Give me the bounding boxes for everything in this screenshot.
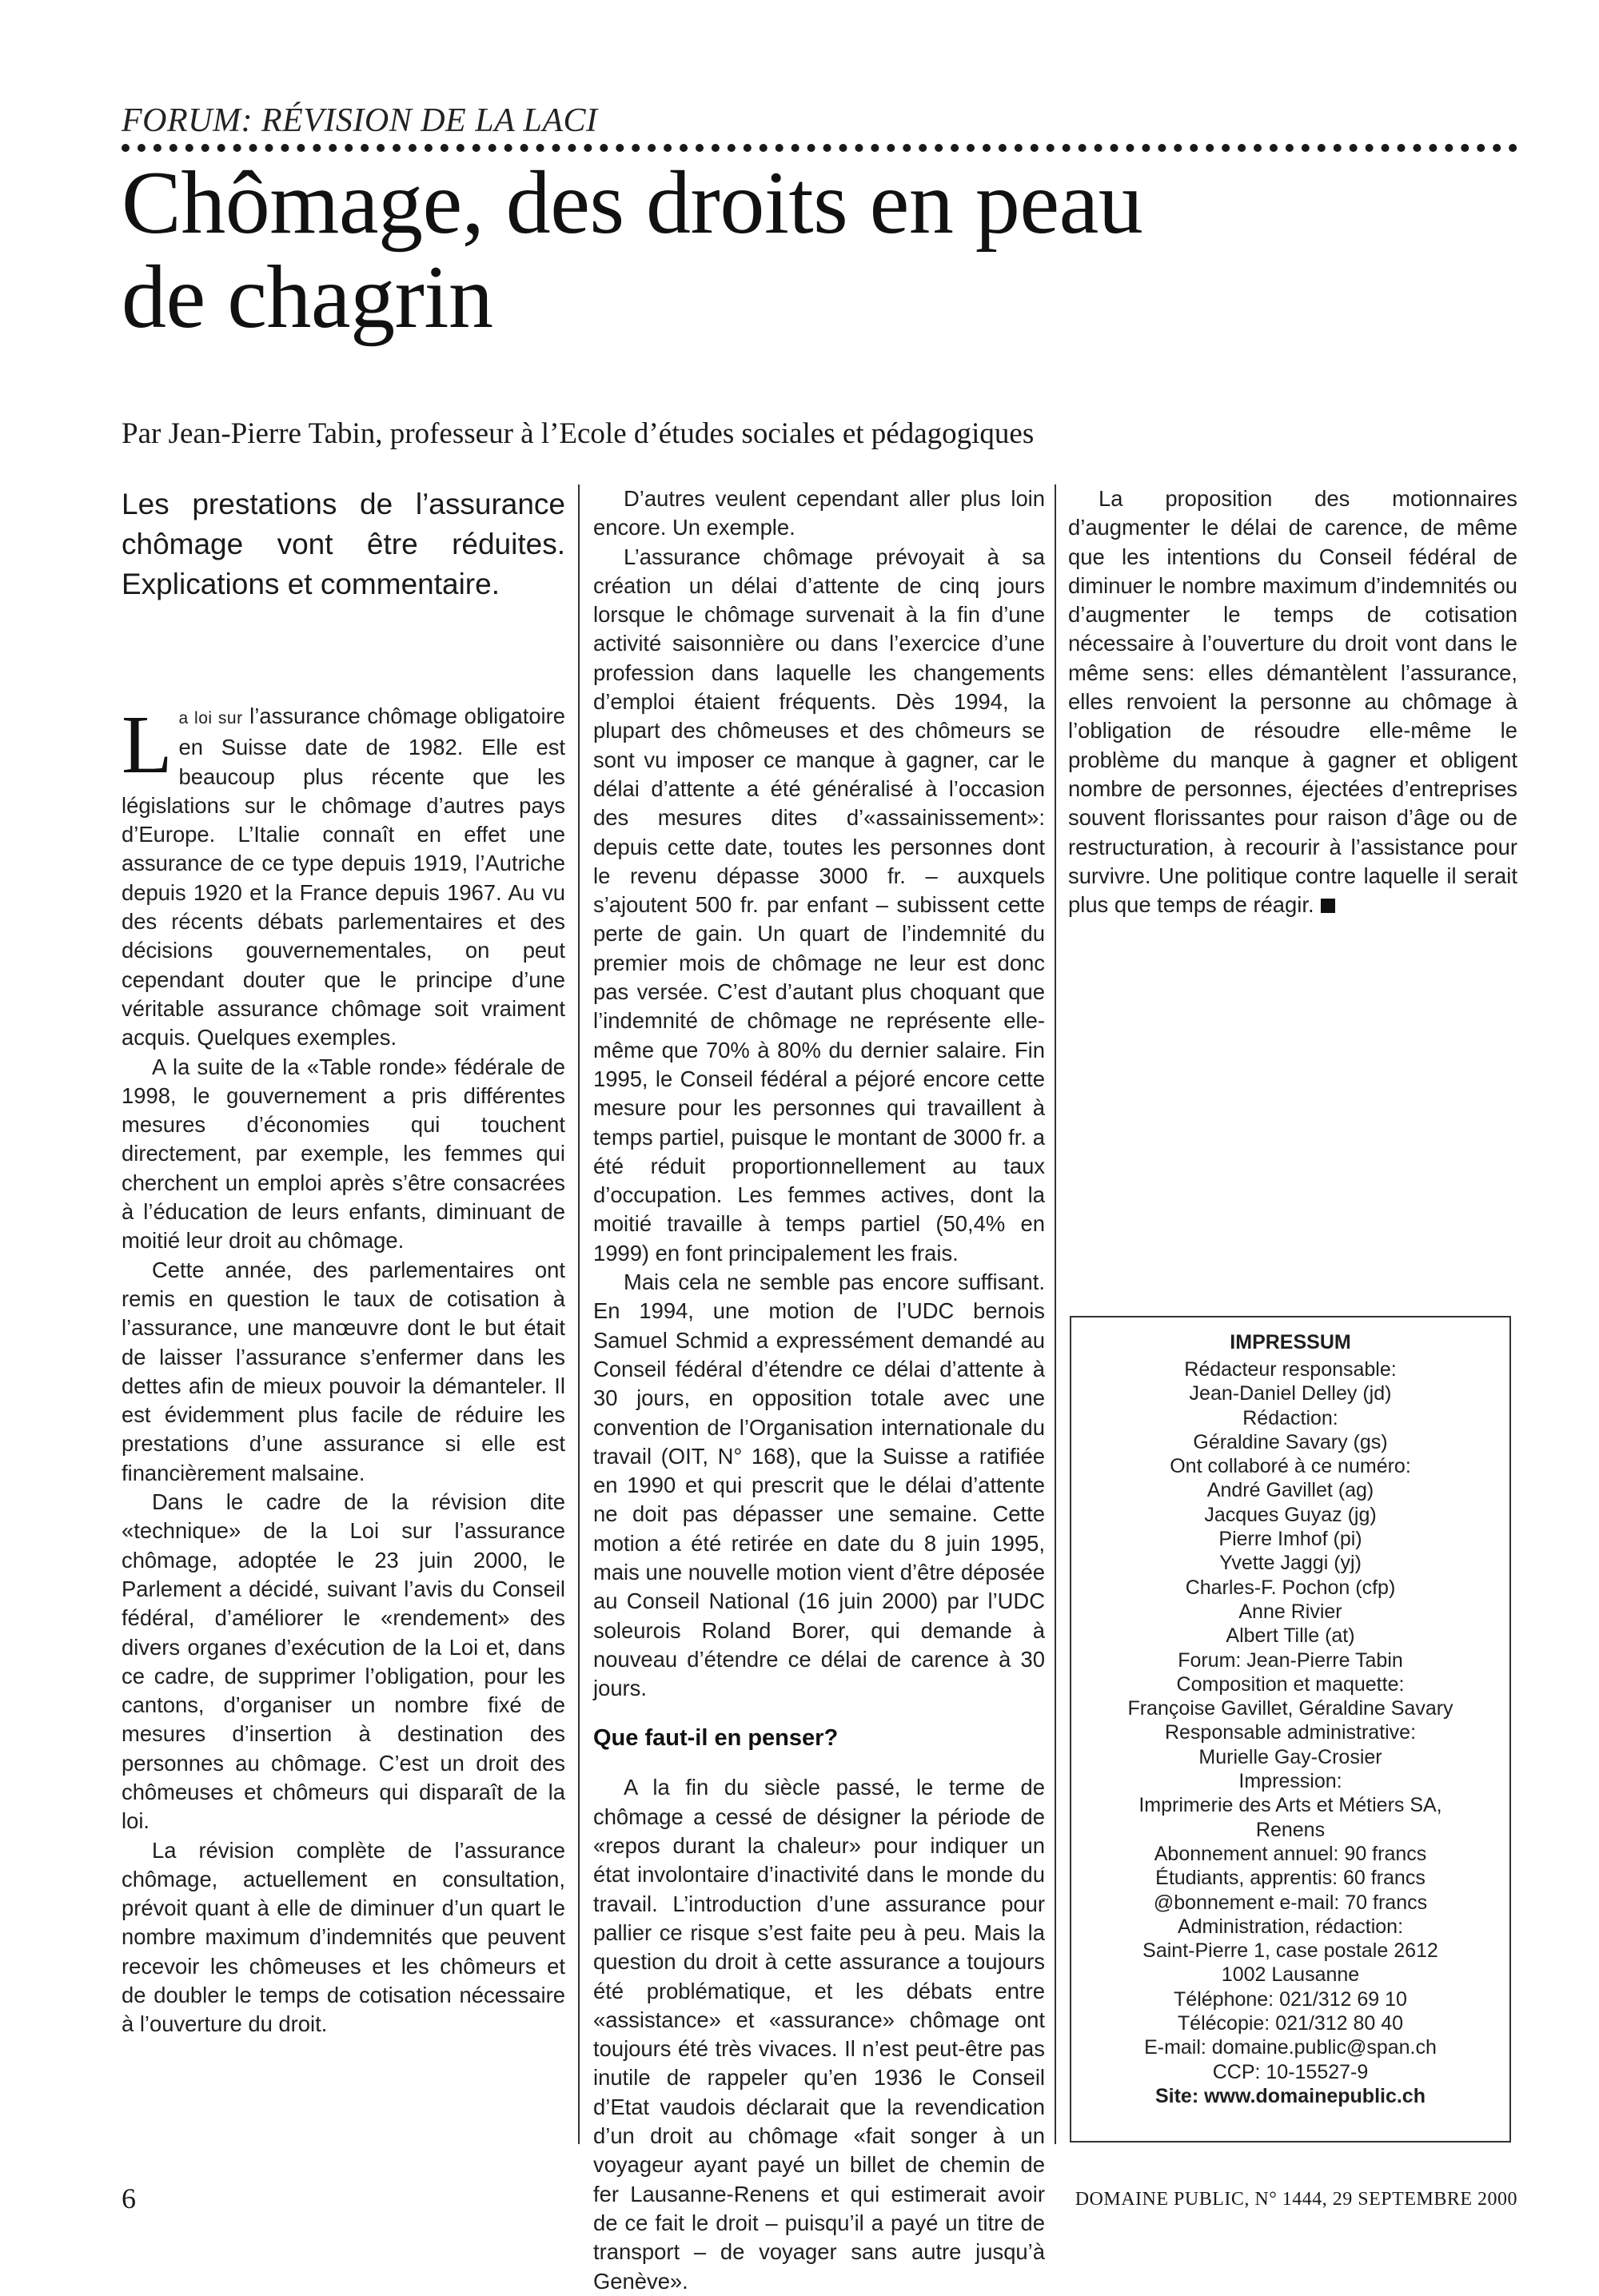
- impressum-line: Albert Tille (at): [1226, 1624, 1355, 1648]
- headline-line-1: Chômage, des droits en peau: [122, 153, 1143, 253]
- article-paragraph: [1068, 484, 1517, 919]
- impressum-line: Renens: [1255, 1818, 1326, 1841]
- impressum-line: Rédaction:: [1242, 1406, 1338, 1429]
- headline-line-2: de chagrin: [122, 248, 493, 347]
- article-paragraph: [122, 699, 565, 1053]
- impressum-line: Jacques Guyaz (jg): [1204, 1503, 1377, 1526]
- article-byline: Par Jean-Pierre Tabin, professeur à l’Ecole d’études sociales et pédagogiques: [122, 417, 1035, 450]
- impressum-line: @bonnement e-mail: 70 francs: [1153, 1891, 1428, 1914]
- article-paragraph: L’assurance chômage prévoyait à sa création un délai d’attente de cinq jours lorsque le chômage survenait à la fin d’une activité saisonnière ou dans l’exercice d’une profession dans laquelle les changements d’emploi étaient fréquents. Dès 1994, la plupart des chômeuses et des chômeurs se sont vu imposer ce manque à gagner, car le délai d’attente a été généralisé à l’occasion des mesures dites d’«assainissement»: depuis cette date, toutes les personnes dont le revenu dépasse 3000 fr. – auxquels s’ajoutent 500 fr. par enfant – subissent cette perte de gain. Un quart de l’indemnité du premier mois de chômage ne leur est donc pas versée. C’est d’autant plus choquant que l’indemnité de chômage ne représente elle-même que 70% à 80% du dernier salaire. Fin 1995, le Conseil fédéral a péjoré encore cette mesure pour les personnes qui travaillent à temps partiel, puisque le montant de 3000 fr. a été réduit proportionnellement au taux d’occupation. Les femmes actives, dont la moitié travaille à temps partiel (50,4% en 1999) en font principalement les frais.: [593, 544, 1045, 1266]
- impressum-line: Ont collaboré à ce numéro:: [1170, 1455, 1411, 1478]
- impressum-line: Jean-Daniel Delley (jd): [1189, 1382, 1392, 1405]
- impressum-line: Étudiants, apprentis: 60 francs: [1155, 1867, 1426, 1890]
- end-mark-icon: [1321, 899, 1335, 913]
- impressum-line: Responsable administrative:: [1164, 1721, 1417, 1744]
- impressum-line: 1002 Lausanne: [1221, 1963, 1360, 1987]
- article-column-1: [122, 484, 565, 2123]
- impressum-line: Anne Rivier: [1238, 1600, 1342, 1623]
- page-number: 6: [122, 2182, 136, 2214]
- impressum-line: Yvette Jaggi (yj): [1219, 1552, 1362, 1575]
- article-paragraph: Dans le cadre de la révision dite «technique» de la Loi sur l’assurance chômage, adoptée le 23 juin 2000, le Parlement a décidé, suivant l’avis du Conseil fédéral, d’améliorer le «rendement» des divers organes d’exécution de la Loi et, dans ce cadre, de supprimer l’obligation, pour les cantons, d’organiser un nombre fixé de mesures d’insertion à destination des personnes au chômage. C’est un droit des chômeuses et chômeurs qui disparaît de la loi.: [122, 1489, 565, 1834]
- impressum-line: Murielle Gay-Crosier: [1198, 1745, 1382, 1768]
- impressum-line: Télécopie: 021/312 80 40: [1177, 2012, 1404, 2035]
- impressum-lines: [1071, 1357, 1509, 2084]
- impressum-box: [1070, 1316, 1511, 2143]
- article-column-2: [593, 484, 1045, 2294]
- paragraph-text: l’assurance chômage obligatoire en Suisse date de 1982. Elle est beaucoup plus récente que les législations sur le chômage d’autres pays d’Europe. L’Italie connaît en effet une assurance de ce type depuis 1919, l’Autriche depuis 1920 et la France depuis 1967. Au vu des récents débats parlementaires et des décisions gouvernementales, on peut cependant douter que le principe d’une véritable assurance chômage soit vraiment acquis. Quelques exemples.: [122, 704, 565, 1050]
- impressum-line: Pierre Imhof (pi): [1218, 1528, 1362, 1551]
- impressum-line: Françoise Gavillet, Géraldine Savary: [1127, 1697, 1453, 1720]
- impressum-line: Composition et maquette:: [1176, 1672, 1405, 1696]
- impressum-line: E-mail: domaine.public@span.ch: [1144, 2036, 1437, 2059]
- impressum-line: Géraldine Savary (gs): [1193, 1430, 1388, 1453]
- column-divider: [578, 484, 580, 2144]
- impressum-line: Forum: Jean-Pierre Tabin: [1178, 1648, 1403, 1672]
- impressum-title: IMPRESSUM: [1230, 1331, 1351, 1353]
- article-lead: Les prestations de l’assurance chômage vont être réduites. Explications et commentaire.: [122, 488, 565, 600]
- section-rubric: FORUM: RÉVISION DE LA LACI: [122, 98, 1517, 152]
- impressum-line: Charles-F. Pochon (cfp): [1185, 1576, 1396, 1599]
- article-headline: [122, 153, 1517, 347]
- article-paragraph: A la fin du siècle passé, le terme de chômage a cessé de désigner la période de «repos durant la chaleur» pour indiquer un état involontaire d’inactivité dans le monde du travail. L’introduction d’une assurance pour pallier ce risque s’est faite peu à peu. Mais la question du droit à cette assurance a toujours été problématique, et les débats entre «assistance» et «assurance» chômage ont toujours été très vivaces. Il n’est peut-être pas inutile de rappeler qu’en 1936 le Conseil d’Etat vaudois déclarait que la revendication d’un droit au chômage «fait songer à un voyageur ayant payé un billet de chemin de fer Lausanne-Renens et qui estimerait avoir de ce fait le droit – puisqu’il a payé un titre de transport – de voyager sans autre jusqu’à Genève».: [593, 1775, 1045, 2294]
- running-footer: DOMAINE PUBLIC, N° 1444, 29 SEPTEMBRE 2000: [1075, 2189, 1517, 2210]
- impressum-line: André Gavillet (ag): [1206, 1479, 1374, 1502]
- impressum-line: CCP: 10-15527-9: [1212, 2060, 1369, 2083]
- article-paragraph: A la suite de la «Table ronde» fédérale de 1998, le gouvernement a pris différentes mesures d’économies qui touchent directement, par exemple, les femmes qui cherchent un emploi après s’être consacrées à l’éducation de leurs enfants, diminuant de moitié leur droit au chômage.: [122, 1054, 565, 1254]
- article-paragraph: Mais cela ne semble pas encore suffisant. En 1994, une motion de l’UDC bernois Samuel Schmid a expressément demandé au Conseil fédéral d’étendre ce délai d’attente à 30 jours, en opposition totale avec une convention de l’Organisation internationale du travail (OIT, N° 168), que la Suisse a ratifiée en 1990 et qui prescrit que le délai d’attente ne doit pas dépasser une semaine. Cette motion a été retirée en date du 8 juin 1995, mais une nouvelle motion vient d’être déposée au Conseil National (16 juin 2000) par l’UDC soleurois Roland Borer, qui demande à nouveau d’étendre ce délai de carence à 30 jours.: [593, 1270, 1045, 1701]
- drop-cap: L: [122, 699, 173, 791]
- impressum-line: Abonnement annuel: 90 francs: [1154, 1842, 1427, 1865]
- article-column-3: [1068, 484, 1517, 1284]
- impressum-site: Site: www.domainepublic.ch: [1154, 2084, 1426, 2107]
- opening-small-caps: a loi sur: [178, 709, 243, 727]
- article-paragraph: D’autres veulent cependant aller plus loin encore. Un exemple.: [593, 486, 1045, 540]
- article-paragraph: Cette année, des parlementaires ont remis en question le taux de cotisation à l’assurance, une manœuvre dont le but était de laisser l’assurance s’enfermer dans les dettes afin de mieux pouvoir la démanteler. Il est évidemment plus facile de réduire les prestations d’une assurance si elle est financièrement malsaine.: [122, 1257, 565, 1485]
- paragraph-text: La proposition des motionnaires d’augmenter le délai de carence, de même que les intentions du Conseil fédéral de diminuer le nombre maximum d’indemnités ou d’augmenter le temps de cotisation nécessaire à l’ouverture du droit vont dans le même sens: elles démantèlent l’assurance, elles renvoient la personne au chômage à l’obligation de résoudre elle-même le problème du manque à gagner et obligent nombre de personnes, éjectées d’entreprises souvent florissantes pour raison d’âge ou de restructuration, à recourir à l’assistance pour survivre. Une politique contre laquelle il serait plus que temps de réagir.: [1068, 486, 1517, 918]
- impressum-line: Saint-Pierre 1, case postale 2612: [1142, 1939, 1438, 1963]
- impressum-line: Rédacteur responsable:: [1184, 1358, 1397, 1381]
- column-divider: [1055, 484, 1056, 2144]
- impressum-line: Administration, rédaction:: [1177, 1915, 1404, 1938]
- impressum-line: Téléphone: 021/312 69 10: [1174, 1987, 1407, 2011]
- article-paragraph: La révision complète de l’assurance chômage, actuellement en consultation, prévoit quant à elle de diminuer d’un quart le nombre maximum d’indemnités que peuvent recevoir les chômeuses et les chômeurs et de doubler le temps de cotisation nécessaire à l’ouverture du droit.: [122, 1837, 565, 2037]
- article-subheading: Que faut-il en penser?: [593, 1725, 839, 1752]
- impressum-line: Imprimerie des Arts et Métiers SA,: [1138, 1794, 1442, 1817]
- impressum-line: Impression:: [1238, 1770, 1342, 1793]
